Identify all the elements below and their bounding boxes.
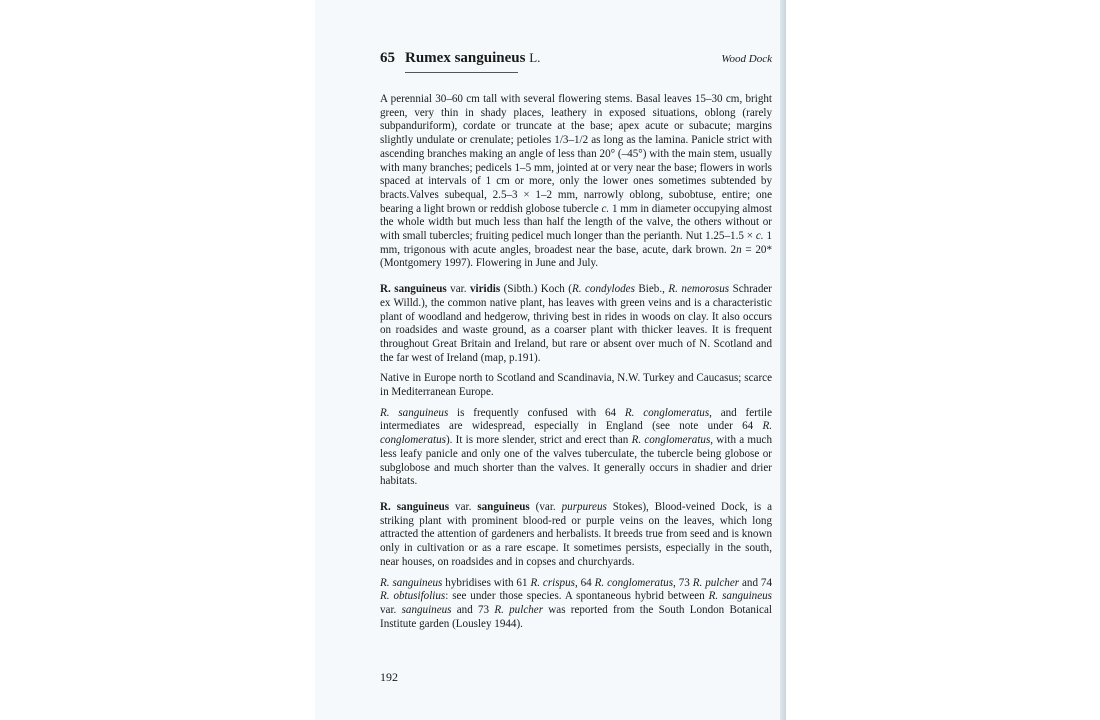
species-header — [380, 50, 772, 70]
page-number: 192 — [380, 670, 398, 684]
text-run: , 73 — [673, 576, 693, 589]
bold-run: sanguineus — [477, 500, 530, 513]
text-run: = 20* (Montgomery 1997). Flowering in June and July. — [380, 243, 772, 270]
description-paragraph — [380, 93, 772, 271]
text-run: (Sibth.) Koch ( — [500, 283, 572, 296]
bold-run: R. sanguineus — [380, 283, 447, 296]
text-run: : see under those species. A spontaneous hybrid between — [445, 590, 709, 603]
text-run: var. — [449, 500, 478, 513]
hybrids-paragraph — [380, 577, 772, 632]
text-run: , and fertile intermediates are widespread, especially in England (see note under 64 — [380, 406, 772, 433]
italic-run: c. — [755, 230, 764, 243]
italic-run: R. pulcher — [494, 603, 544, 616]
text-run: var. — [446, 283, 470, 296]
italic-run: R. conglomeratus — [380, 420, 772, 447]
italic-run: purpureus — [561, 500, 607, 513]
title-underline — [405, 72, 518, 73]
text-run: 1 mm in diameter occupying almost the whole width but much less than half the length of the valve, the others without or with small tubercles; fruiting pedicel much longer than the perianth. Nut 1.25–1.5 × — [380, 202, 772, 243]
bold-run: R. sanguineus — [380, 500, 450, 513]
text-run: , with a much less leafy panicle and only one of the valves tuberculate, the tubercle being globose or subglobose and much shorter than the valves. It generally occurs in shadier and drier habitats. — [380, 434, 772, 488]
text-run: (var. — [529, 500, 562, 513]
text-run: and 74 — [739, 576, 773, 589]
text-run: was reported from the South London Botanical Institute garden (Lousley 1944). — [380, 603, 772, 630]
species-text — [380, 93, 772, 631]
italic-run: R. crispus — [530, 576, 575, 589]
italic-run: R. pulcher — [692, 576, 740, 589]
italic-run: R. nemorosus — [668, 283, 730, 296]
italic-run: R. sanguineus — [380, 576, 443, 589]
species-title — [405, 50, 540, 67]
species-number: 65 — [380, 50, 395, 66]
italic-run: R. conglomeratus — [624, 406, 710, 419]
text-run: var. — [380, 603, 402, 616]
italic-run: R. condylodes — [571, 283, 635, 296]
variety-sanguineus-paragraph — [380, 501, 772, 570]
text-run: hybridises with 61 — [442, 576, 531, 589]
italic-run: sanguineus — [401, 603, 452, 616]
text-run: , 64 — [574, 576, 595, 589]
italic-run: R. conglomeratus — [594, 576, 674, 589]
bold-run: viridis — [469, 283, 501, 296]
text-run: ). It is more slender, strict and erect than — [445, 434, 632, 447]
text-run: A perennial 30–60 cm tall with several flowering stems. Basal leaves 15–30 cm, bright green, very thin in shady places, leathery in exposed situations, oblong (rarely subpanduriform), cordate or truncate at the base; apex acute or subacute; margins slightly undulate or crenulate; petioles 1/3–1/2 as long as the lamina. Panicle strict with ascending branches making an angle of less than 20° (–45°) with the main stem, usually with many branches; pedicels 1–5 mm, jointed at or very near the base; flowers in worls spaced at intervals of 1 cm or more, only the lower ones sometimes subtended by bracts.Valves subequal, 2.5–3 × 1–2 mm, narrowly oblong, subobtuse, entire; one bearing a light brown or reddish globose tubercle — [380, 93, 772, 215]
text-run: is frequently confused with 64 — [448, 406, 625, 419]
species-name: Rumex sanguineus — [405, 50, 526, 66]
text-run: Bieb., — [634, 283, 669, 296]
italic-run: R. sanguineus — [708, 590, 772, 603]
common-name: Wood Dock — [721, 53, 772, 65]
text-run: 1 mm, trigonous with acute angles, broadest near the base, acute, dark brown. 2 — [380, 230, 772, 256]
italic-run: c. — [601, 202, 610, 215]
confusion-paragraph — [380, 407, 772, 489]
italic-run: n — [736, 243, 742, 256]
italic-run: R. obtusifolius — [380, 590, 446, 603]
text-run: Schrader ex Willd.), the common native plant, has leaves with green veins and is a characteristic plant of woodland and hedgerow, thriving best in rides in woods on clay. It also occurs on roadsides and waste ground, as a coarser plant with thicker leaves. It is frequent throughout Great Britain and Ireland, but rare or absent over much of N. Scotland and the far west of Ireland (map, p.191). — [380, 283, 773, 364]
variety-viridis-paragraph — [380, 283, 772, 365]
text-run: and 73 — [451, 603, 495, 616]
page-edge-shadow — [780, 0, 786, 720]
distribution-paragraph: Native in Europe north to Scotland and Scandinavia, N.W. Turkey and Caucasus; scarce in Mediterranean Europe. — [380, 372, 772, 399]
species-author: L. — [529, 50, 541, 65]
text-run: Stokes), Blood-veined Dock, is a striking plant with prominent blood-red or purple veins on the leaves, which long attracted the attention of gardeners and herbalists. It breeds true from seed and is known only in cultivation or as a rare escape. It sometimes persists, especially in the south, near houses, on roadsides and in copses and churchyards. — [380, 500, 772, 568]
italic-run: R. conglomeratus — [631, 434, 711, 447]
italic-run: R. sanguineus — [380, 406, 449, 419]
